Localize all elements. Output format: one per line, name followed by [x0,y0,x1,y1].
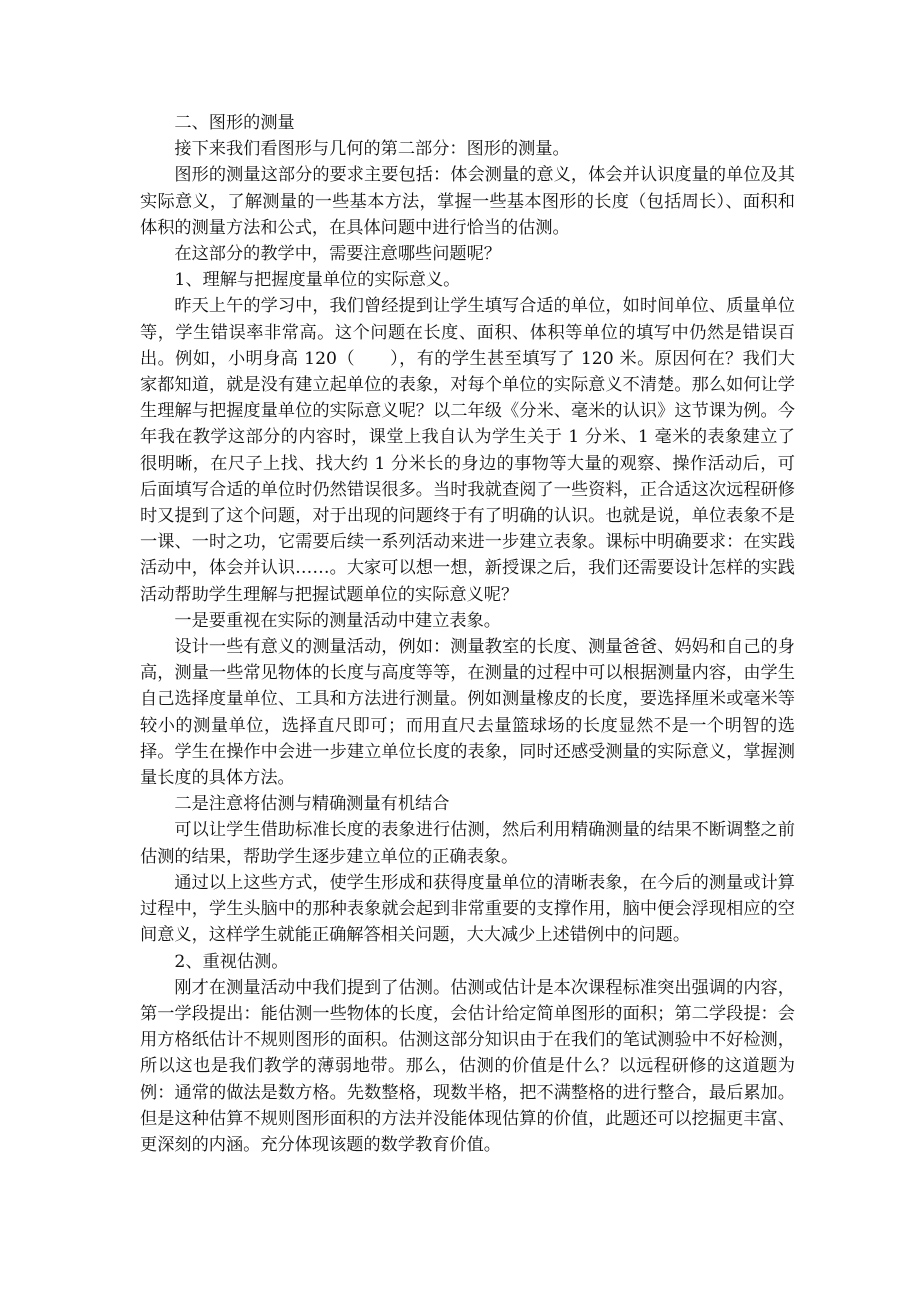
paragraph-estimate-combine: 可以让学生借助标准长度的表象进行估测，然后利用精确测量的结果不断调整之前估测的结果，帮助学生逐步建立单位的正确表象。 [140,820,795,867]
subheading-estimation: 2、重视估测。 [174,951,289,972]
subheading-unit-meaning: 1、理解与把握度量单位的实际意义。 [174,270,461,291]
paragraph-intro: 接下来我们看图形与几何的第二部分：图形的测量。 [174,139,570,160]
point-measurement-activity: 一是要重视在实际的测量活动中建立表象。 [174,610,501,631]
paragraph-measurement-activity: 设计一些有意义的测量活动，例如：测量教室的长度、测量爸爸、妈妈和自己的身高，测量一些常见物体的长度与高度等等，在测量的过程中可以根据测量内容，由学生自己选择度量单位、工具和方法进行测量。例如测量橡皮的长度，要选择厘米或毫米等较小的测量单位，选择直尺即可；而用直尺去量篮球场的长度显然不是一个明智的选择。学生在操作中会进一步建立单位长度的表象，同时还感受测量的实际意义，掌握测量长度的具体方法。 [140,637,795,789]
point-estimate-combine: 二是注意将估测与精确测量有机结合 [174,794,450,815]
section-heading: 二、图形的测量 [174,113,295,133]
paragraph-unit-example: 昨天上午的学习中，我们曾经提到让学生填写合适的单位，如时间单位、质量单位等，学生错误率非常高。这个问题在长度、面积、体积等单位的填写中仍然是错误百出。例如，小明身高 120（ ），有的学生甚至填写了 120 米。原因何在？我们大家都知道，就是没有建立起单位的表象，对每个单位的实际意义不清楚。那么如何让学生理解与把握度量单位的实际意义呢？以二年级《分米、毫米的认识》这节课为例。今年我在教学这部分的内容时，课堂上我自认为学生关于 1 分米、1 毫米的表象建立了很明晰，在尺子上找、找大约 1 分米长的身边的事物等大量的观察、操作活动后，可后面填写合适的单位时仍然错误很多。当时我就查阅了一些资料，正合适这次远程研修时又提到了这个问题，对于出现的问题终于有了明确的认识。也就是说，单位表象不是一课、一时之功，它需要后续一系列活动来进一步建立表象。课标中明确要求：在实践活动中，体会并认识……。大家可以想一想，新授课之后，我们还需要设计怎样的实践活动帮助学生理解与把握试题单位的实际意义呢？ [140,296,795,605]
document-body [140,110,795,1158]
paragraph-summary: 通过以上这些方式，使学生形成和获得度量单位的清晰表象，在今后的测量或计算过程中，学生头脑中的那种表象就会起到非常重要的支撑作用，脑中便会浮现相应的空间意义，这样学生就能正确解答相关问题，大大减少上述错例中的问题。 [140,872,795,946]
paragraph-question: 在这部分的教学中，需要注意哪些问题呢？ [174,244,501,265]
paragraph-estimation: 刚才在测量活动中我们提到了估测。估测或估计是本次课程标准突出强调的内容，第一学段提出：能估测一些物体的长度，会估计给定简单图形的面积；第二学段提：会用方格纸估计不规则图形的面积。估测这部分知识由于在我们的笔试测验中不好检测，所以这也是我们教学的薄弱地带。那么，估测的价值是什么？以远程研修的这道题为例：通常的做法是数方格。先数整格，现数半格，把不满整格的进行整合，最后累加。但是这种估算不规则图形面积的方法并没能体现估算的价值，此题还可以挖掘更丰富、更深刻的内涵。充分体现该题的数学教育价值。 [140,977,795,1155]
paragraph-requirements: 图形的测量这部分的要求主要包括：体会测量的意义，体会并认识度量的单位及其实际意义，了解测量的一些基本方法，掌握一些基本图形的长度（包括周长）、面积和体积的测量方法和公式，在具体问题中进行恰当的估测。 [140,165,795,238]
